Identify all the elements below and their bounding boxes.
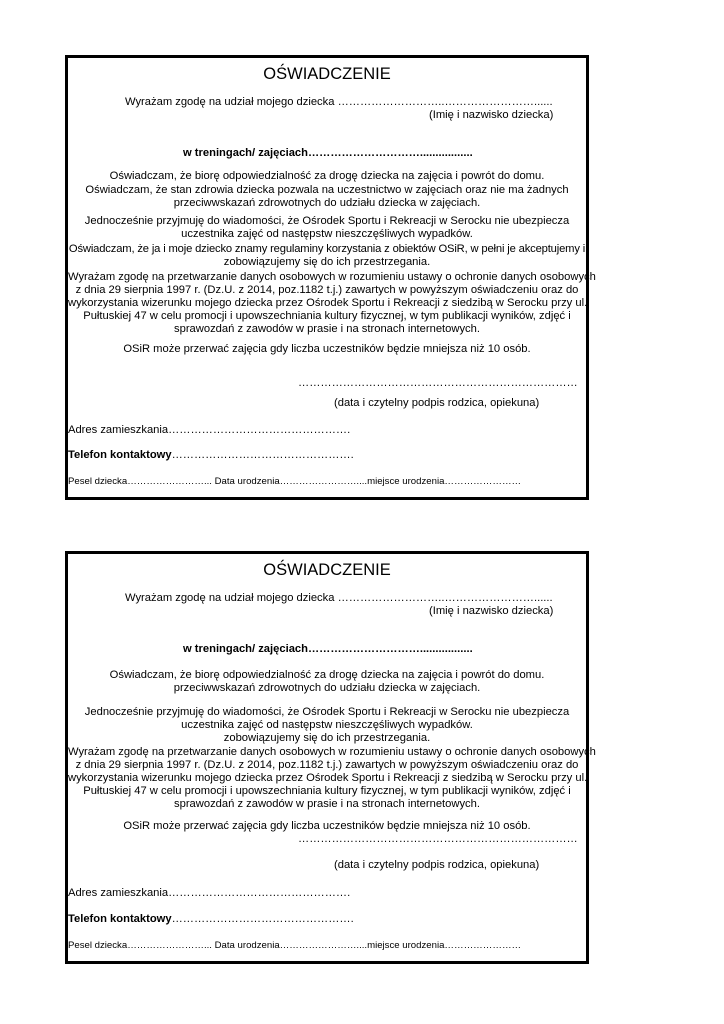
signature-line: ………………………………………………………………… [298,377,578,389]
form-title: OŚWIADCZENIE [263,561,391,579]
address-dots: …………………………………………. [168,887,351,899]
statement-regulations-2: zobowiązujemy się do ich przestrzegania. [223,732,431,744]
statement-min-participants: OSiR może przerwać zajęcia gdy liczba uczestników będzie mniejsza niż 10 osób. [123,343,531,355]
form-title: OŚWIADCZENIE [263,65,391,83]
statement-health-2: przeciwwskazań zdrowotnych do udziału dziecka w zajęciach. [173,197,481,209]
declaration-form-1 [65,55,596,500]
phone-field [68,449,586,461]
statement-gdpr-1: Wyrażam zgodę na przetwarzanie danych osobowych w rozumieniu ustawy o ochronie danych osobowych [68,271,596,283]
statement-gdpr-3: wykorzystania wizerunku mojego dziecka przez Ośrodek Sportu i Rekreacji z siedzibą w Serocku przy ul. [68,772,588,784]
address-field [68,424,586,436]
statement-insurance-1: Jednocześnie przyjmuję do wiadomości, że Ośrodek Sportu i Rekreacji w Serocku nie ubezpiecza [84,215,570,227]
statement-gdpr-3: wykorzystania wizerunku mojego dziecka przez Ośrodek Sportu i Rekreacji z siedzibą w Serocku przy ul. [68,297,588,309]
statement-health-1: Oświadczam, że stan zdrowia dziecka pozwala na uczestnictwo w zajęciach oraz nie ma żadnych [85,184,569,196]
trainings-line: w treningach/ zajęciach…………………………................. [183,643,473,655]
signature-caption: (data i czytelny podpis rodzica, opiekuna) [334,859,540,871]
trainings-line: w treningach/ zajęciach…………………………................. [183,147,473,159]
child-name-caption: (Imię i nazwisko dziecka) [429,109,554,121]
phone-field [68,913,586,925]
phone-label: Telefon kontaktowy [68,913,172,925]
pesel-birth-line: Pesel dziecka……………………... Data urodzenia……………………....miejsce urodzenia…………………… [68,940,522,951]
phone-label: Telefon kontaktowy [68,449,172,461]
statement-insurance-2: uczestnika zajęć od następstw nieszczęśliwych wypadków. [181,228,473,240]
statement-gdpr-4: Pułtuskiej 47 w celu promocji i upowszechniania kultury fizycznej, w tym publikacji wyników, zdjęć i [83,310,571,322]
statement-gdpr-5: sprawozdań z zawodów w prasie i na stronach internetowych. [174,323,480,335]
statement-insurance-1: Jednocześnie przyjmuję do wiadomości, że Ośrodek Sportu i Rekreacji w Serocku nie ubezpiecza [84,706,570,718]
address-dots: …………………………………………. [168,424,351,436]
statement-gdpr-2: z dnia 29 sierpnia 1997 r. (Dz.U. z 2014, poz.1182 t.j.) zawartych w powyższym oświadczeniu oraz do [75,284,579,296]
signature-caption: (data i czytelny podpis rodzica, opiekuna) [334,397,540,409]
statement-gdpr-4: Pułtuskiej 47 w celu promocji i upowszechniania kultury fizycznej, w tym publikacji wyników, zdjęć i [83,785,571,797]
consent-child-line: Wyrażam zgodę na udział mojego dziecka ………………………..……………………...... [125,96,553,108]
phone-dots: …………………………………………. [171,913,354,925]
statement-insurance-2: uczestnika zajęć od następstw nieszczęśliwych wypadków. [181,719,473,731]
address-label: Adres zamieszkania [68,424,169,436]
child-name-caption: (Imię i nazwisko dziecka) [429,605,554,617]
statement-min-participants: OSiR może przerwać zajęcia gdy liczba uczestników będzie mniejsza niż 10 osób. [123,820,531,832]
pesel-birth-line: Pesel dziecka……………………... Data urodzenia……………………....miejsce urodzenia…………………… [68,476,522,487]
statement-gdpr-2: z dnia 29 sierpnia 1997 r. (Dz.U. z 2014, poz.1182 t.j.) zawartych w powyższym oświadczeniu oraz do [75,759,579,771]
statement-regulations-2: zobowiązujemy się do ich przestrzegania. [223,256,431,268]
statement-responsibility: Oświadczam, że biorę odpowiedzialność za drogę dziecka na zajęcia i powrót do domu. [109,669,545,681]
statement-gdpr-1: Wyrażam zgodę na przetwarzanie danych osobowych w rozumieniu ustawy o ochronie danych osobowych [68,746,596,758]
statement-regulations-1: Oświadczam, że ja i moje dziecko znamy regulaminy korzystania z obiektów OSiR, w pełni je akceptujemy i [68,243,586,255]
declaration-form-2 [65,551,596,964]
signature-line: ………………………………………………………………… [298,833,578,845]
statement-gdpr-5: sprawozdań z zawodów w prasie i na stronach internetowych. [174,798,480,810]
statement-health-2: przeciwwskazań zdrowotnych do udziału dziecka w zajęciach. [173,682,481,694]
address-label: Adres zamieszkania [68,887,169,899]
statement-responsibility: Oświadczam, że biorę odpowiedzialność za drogę dziecka na zajęcia i powrót do domu. [109,170,545,182]
address-field [68,887,586,899]
consent-child-line: Wyrażam zgodę na udział mojego dziecka ………………………..……………………...... [125,592,553,604]
phone-dots: …………………………………………. [171,449,354,461]
